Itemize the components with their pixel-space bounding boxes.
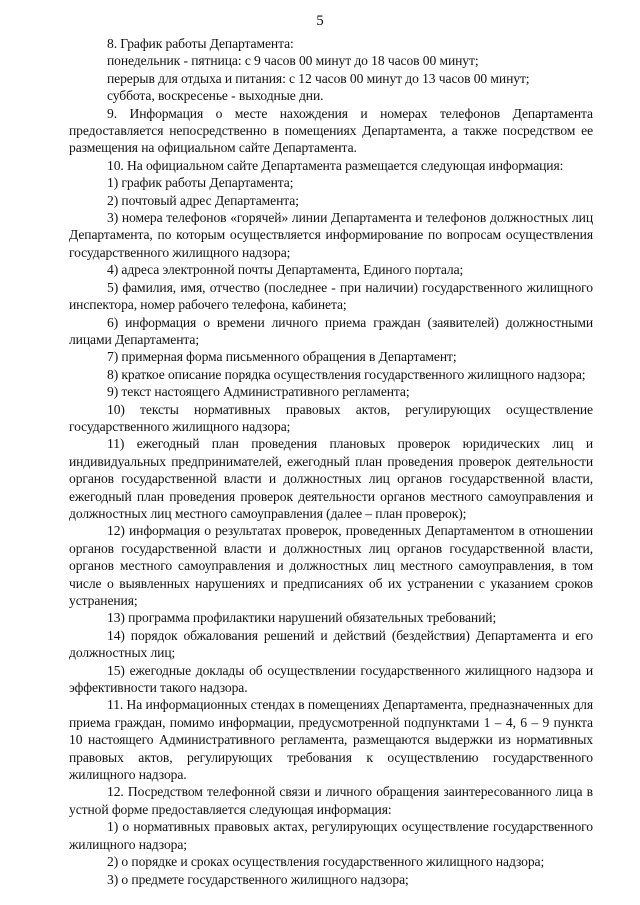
page-number: 5	[316, 13, 324, 29]
paragraph: 10) тексты нормативных правовых актов, регулирующих осуществление государственного жилищного надзора;	[69, 401, 593, 434]
paragraph: 12. Посредством телефонной связи и личного обращения заинтересованного лица в устной форме предоставляется следующая информация:	[69, 784, 593, 817]
paragraph: 8. График работы Департамента:	[107, 36, 294, 51]
paragraph: 14) порядок обжалования решений и действий (бездействия) Департамента и его должностных лиц;	[69, 627, 593, 661]
paragraph: 3) номера телефонов «горячей» линии Департамента и телефонов должностных лиц Департамента, по которым осуществляется информирование по вопросам осуществления государственного жилищного надзора;	[69, 210, 593, 260]
paragraph: 6) информация о времени личного приема граждан (заявителей) должностными лицами Департамента;	[69, 314, 593, 347]
paragraph: 13) программа профилактики нарушений обязательных требований;	[107, 610, 497, 626]
paragraph: 9. Информация о месте нахождения и номерах телефонов Департамента предоставляется непосредственно в помещениях Департамента, а также посредством ее размещения на официальном сайте Департамента.	[69, 105, 593, 156]
paragraph: 3) о предмете государственного жилищного надзора;	[107, 871, 409, 887]
paragraph: 10. На официальном сайте Департамента размещается следующая информация:	[107, 157, 564, 173]
paragraph: 1) о нормативных правовых актах, регулирующих осуществление государственного жилищного надзора;	[69, 819, 593, 852]
paragraph: 11) ежегодный план проведения плановых проверок юридических лиц и индивидуальных предпринимателей, ежегодный план проведения проверок деятельности органов государственной власти и должностных лиц органов государственной власти, ежегодный план проведения проверок деятельности органов местного самоуправления и должностных лиц местного самоуправления (далее – план проверок);	[69, 436, 593, 521]
paragraph: 2) почтовый адрес Департамента;	[107, 192, 299, 208]
paragraph: 5) фамилия, имя, отчество (последнее - при наличии) государственного жилищного инспектора, номер рабочего телефона, кабинета;	[69, 279, 593, 313]
paragraph: суббота, воскресенье - выходные дни.	[107, 88, 324, 104]
paragraph: 4) адреса электронной почты Департамента, Единого портала;	[107, 262, 464, 278]
paragraph: 9) текст настоящего Административного регламента;	[107, 384, 410, 400]
paragraph: перерыв для отдыха и питания: с 12 часов 00 минут до 13 часов 00 минут;	[107, 70, 530, 86]
paragraph: 7) примерная форма письменного обращения в Департамент;	[107, 349, 457, 365]
paragraph: 8) краткое описание порядка осуществления государственного жилищного надзора;	[107, 366, 586, 382]
document-body	[69, 35, 593, 888]
paragraph: 2) о порядке и сроках осуществления государственного жилищного надзора;	[107, 854, 545, 870]
paragraph: понедельник - пятница: с 9 часов 00 минут до 18 часов 00 минут;	[107, 53, 479, 69]
paragraph: 15) ежегодные доклады об осуществлении государственного жилищного надзора и эффективности такого надзора.	[69, 662, 593, 696]
paragraph: 11. На информационных стендах в помещениях Департамента, предназначенных для приема граждан, помимо информации, предусмотренной подпунктами 1 – 4, 6 – 9 пункта 10 настоящего Административного регламента, размещаются выдержки из нормативных правовых актов, регулирующих требования к осуществлению государственного жилищного надзора.	[69, 697, 593, 783]
paragraph: 1) график работы Департамента;	[107, 175, 294, 191]
paragraph: 12) информация о результатах проверок, проведенных Департаментом в отношении органов государственной власти и должностных лиц органов государственной власти, органов местного самоуправления и должностных лиц местного самоуправления, в том числе о выявленных нарушениях и предписаниях об их устранении с указанием сроков устранения;	[69, 523, 593, 608]
